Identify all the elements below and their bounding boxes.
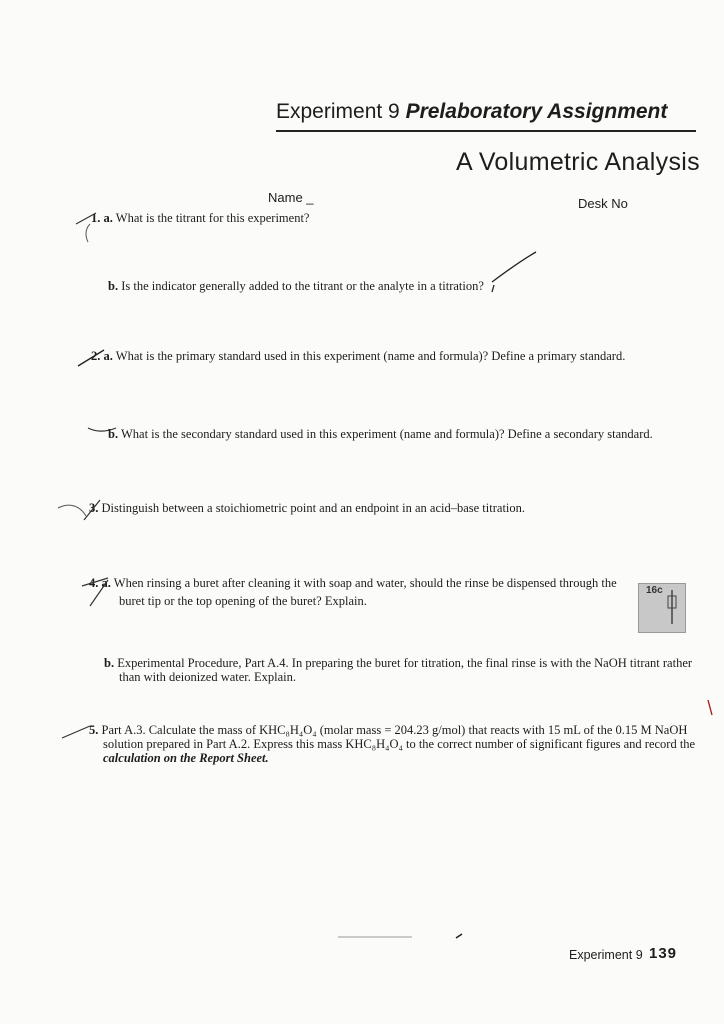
question-text: When rinsing a buret after cleaning it with soap and water, should the rinse be dispensed through the — [113, 576, 617, 590]
question-part: a. — [101, 576, 111, 590]
footer-label: Experiment 9 — [569, 948, 643, 962]
pen-mark — [84, 500, 100, 520]
question-text: What is the secondary standard used in this experiment (name and formula)? Define a secondary standard. — [120, 427, 653, 441]
question-text: Experimental Procedure, Part A.4. In preparing the buret for titration, the final rinse is with the NaOH titrant rather — [117, 656, 693, 670]
question-5-line3: calculation on the Report Sheet. — [103, 751, 269, 765]
question-text: Is the indicator generally added to the titrant or the analyte in a titration? — [121, 279, 484, 293]
question-part: b. — [104, 656, 115, 670]
question-number: 1. — [91, 211, 101, 225]
pen-mark — [58, 505, 86, 516]
page-number: 139 — [649, 945, 678, 962]
question-part: b. — [108, 427, 119, 441]
question-number: 4. — [89, 576, 99, 590]
question-number: 3. — [89, 501, 99, 515]
question-part: a. — [103, 349, 113, 363]
name-field-label: Name _ — [268, 190, 314, 205]
pen-mark — [492, 285, 494, 292]
desk-field-label: Desk No — [578, 196, 628, 211]
question-text: Part A.3. Calculate the mass of KHC₈H₄O₄ (molar mass = 204.23 g/mol) that reacts with 15 mL of the 0.15 M NaOH — [101, 723, 688, 737]
page-subtitle: A Volumetric Analysis — [456, 148, 700, 176]
question-text: What is the primary standard used in this experiment (name and formula)? Define a primary standard. — [115, 349, 626, 363]
pen-mark — [62, 726, 90, 738]
pen-mark — [456, 934, 462, 938]
question-number: 5. — [89, 723, 99, 737]
question-number: 2. — [91, 349, 101, 363]
experiment-label: Experiment 9 — [276, 100, 400, 123]
assignment-label: Prelaboratory Assignment — [405, 100, 668, 123]
question-text: What is the titrant for this experiment? — [115, 211, 310, 225]
pen-mark — [88, 428, 116, 431]
pen-mark — [708, 700, 712, 715]
question-part: a. — [103, 211, 113, 225]
pen-mark — [86, 224, 90, 242]
question-part: b. — [108, 279, 119, 293]
question-4a-line2: buret tip or the top opening of the buret? Explain. — [119, 594, 367, 608]
pen-mark — [76, 213, 96, 224]
question-5-line2: solution prepared in Part A.2. Express this mass KHC₈H₄O₄ to the correct number of significant figures and record the — [103, 737, 696, 751]
pen-mark — [492, 252, 536, 282]
question-4b-line2: than with deionized water. Explain. — [119, 670, 297, 684]
question-text: Distinguish between a stoichiometric point and an endpoint in an acid–base titration. — [101, 501, 526, 515]
buret-image-label: 16c — [646, 585, 663, 596]
pen-mark — [90, 580, 108, 606]
pen-mark — [78, 350, 104, 366]
